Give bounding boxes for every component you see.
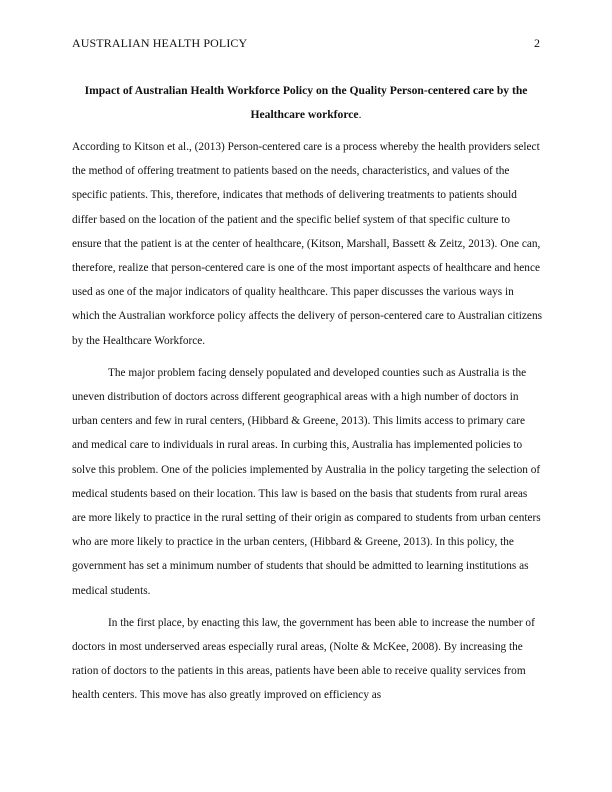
paragraph-2: The major problem facing densely populated and developed counties such as Australia is the uneven distribution of doctors across different geographical areas with a high number of doctors in urban centers and few in rural centers, (Hibbard & Greene, 2013). This limits access to primary care and medical care to individuals in rural areas. In curbing this, Australia has implemented policies to solve this problem. One of the policies implemented by Australia in the policy targeting the selection of medical students based on their location. This law is based on the basis that students from rural areas are more likely to practice in the rural setting of their origin as compared to students from urban centers who are more likely to practice in the urban centers, (Hibbard & Greene, 2013). In this policy, the government has set a minimum number of students that should be admitted to learning institutions as medical students. bbox=[72, 366, 541, 597]
paragraph-3: In the first place, by enacting this law, the government has been able to increase the number of doctors in most underserved areas especially rural areas, (Nolte & McKee, 2008). By increasing the ration of doctors to the patients in this areas, patients have been able to receive quality services from health centers. This move has also greatly improved on efficiency as bbox=[72, 616, 535, 702]
paper-title bbox=[72, 79, 540, 127]
running-head: AUSTRALIAN HEALTH POLICY bbox=[72, 36, 248, 50]
paragraph-1: According to Kitson et al., (2013) Person-centered care is a process whereby the health providers select the method of offering treatment to patients based on the needs, characteristics, and values of the specific patients. This, therefore, indicates that methods of delivering treatments to patients should differ based on the location of the patient and the specific belief system of that specific culture to ensure that the patient is at the center of healthcare, (Kitson, Marshall, Bassett & Zeitz, 2013). One can, therefore, realize that person-centered care is one of the most important aspects of healthcare and hence used as one of the major indicators of quality healthcare. This paper discusses the various ways in which the Australian workforce policy affects the delivery of person-centered care to Australian citizens by the Healthcare Workforce. bbox=[72, 141, 542, 347]
page-number: 2 bbox=[534, 36, 540, 50]
paper-title-period: . bbox=[358, 108, 362, 121]
paper-title-text: Impact of Australian Health Workforce Policy on the Quality Person-centered care by the Healthcare workforce bbox=[84, 84, 528, 121]
body-text bbox=[72, 135, 542, 716]
